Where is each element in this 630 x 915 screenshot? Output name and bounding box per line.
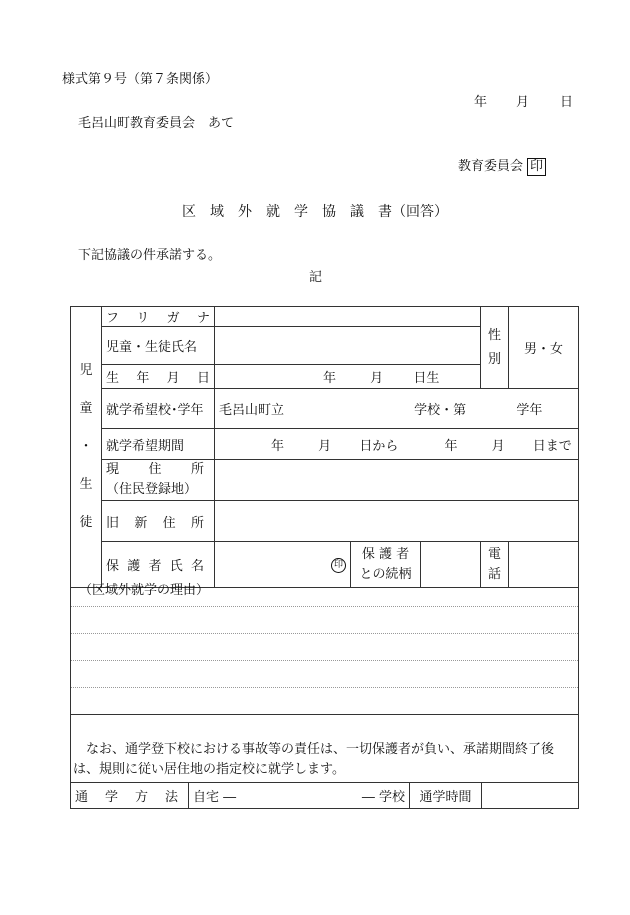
school-prefix: 毛呂山町立 xyxy=(219,403,285,418)
period-label: 就学希望期間 xyxy=(102,429,215,460)
period-to-month: 月 xyxy=(491,438,505,454)
relation-field[interactable] xyxy=(421,542,481,588)
date-month: 月 xyxy=(516,95,530,110)
label-char: 年 xyxy=(136,371,150,386)
date-year: 年 xyxy=(474,95,488,110)
label-char: 住 xyxy=(162,515,176,531)
guardian-label xyxy=(102,542,215,588)
label-char: 法 xyxy=(164,790,178,805)
reason-line xyxy=(71,687,578,714)
label-char: 生 xyxy=(106,371,120,386)
relation-label-2: との続柄 xyxy=(359,566,412,582)
label-char: 名 xyxy=(190,559,204,574)
student-side-label xyxy=(71,307,102,588)
old-address-label xyxy=(102,501,215,542)
address-label xyxy=(102,460,215,501)
document-title: 区 域 外 就 学 協 議 書（回答） xyxy=(182,204,448,220)
label-char: ナ xyxy=(196,311,210,326)
reason-line xyxy=(71,606,578,633)
birth-day: 日生 xyxy=(413,371,440,386)
date-day: 日 xyxy=(560,95,574,110)
school-field[interactable] xyxy=(215,389,579,429)
name-field[interactable] xyxy=(215,327,481,365)
label-char: 現 xyxy=(106,462,120,477)
label-char: 者 xyxy=(148,559,162,574)
birth-month: 月 xyxy=(370,371,384,386)
gender-label xyxy=(481,307,509,389)
address-field[interactable] xyxy=(215,460,579,501)
agreement-table xyxy=(70,306,579,588)
commute-time-label: 通学時間 xyxy=(410,783,482,809)
side-char: 童 xyxy=(79,401,93,416)
period-to-year: 年 xyxy=(444,438,458,454)
addressee: 毛呂山町教育委員会 あて xyxy=(78,116,235,131)
side-char: 徒 xyxy=(79,515,93,530)
period-from-month: 月 xyxy=(318,438,332,454)
label-char: 住 xyxy=(148,462,162,477)
side-char: ・ xyxy=(79,439,93,454)
school-suffix: 学年 xyxy=(516,403,543,418)
sender-line xyxy=(458,155,546,176)
birth-field[interactable] xyxy=(215,365,481,389)
commute-from: 自宅 ― xyxy=(193,790,237,805)
guardian-seal: 印 xyxy=(331,558,346,573)
guardian-name-field[interactable] xyxy=(215,542,351,588)
school-label: 就学希望校･学年 xyxy=(102,389,215,429)
reason-line xyxy=(71,633,578,660)
reason-line xyxy=(71,660,578,687)
label-char: フ xyxy=(106,311,120,326)
side-char: 生 xyxy=(79,477,93,492)
phone-field[interactable] xyxy=(509,542,579,588)
label-char: 別 xyxy=(487,351,501,367)
ki-mark: 記 xyxy=(309,270,323,285)
label-char: 所 xyxy=(190,462,204,477)
side-char: 児 xyxy=(79,363,93,378)
label-char: 学 xyxy=(104,790,118,805)
notice-text: なお、通学登下校における事故等の責任は、一切保護者が負い、承諾期間終了後は、規則に従い居住地の指定校に就学します。 xyxy=(71,715,579,783)
old-address-field[interactable] xyxy=(215,501,579,542)
birth-label xyxy=(102,365,215,389)
phone-label xyxy=(481,542,509,588)
commute-route-field[interactable] xyxy=(189,783,410,809)
period-from-year: 年 xyxy=(271,438,285,454)
label-char: 月 xyxy=(166,371,180,386)
label-char: 氏 xyxy=(169,559,183,574)
furigana-label xyxy=(102,307,215,327)
label-char: ガ xyxy=(166,311,180,326)
gender-value[interactable]: 男・女 xyxy=(509,307,579,389)
relation-label-1: 保 護 者 xyxy=(361,546,410,562)
label-char: リ xyxy=(136,311,150,326)
name-label: 児童・生徒氏名 xyxy=(102,327,215,365)
form-number: 様式第９号（第７条関係） xyxy=(62,72,219,87)
relation-label xyxy=(351,542,421,588)
period-from-day: 日から xyxy=(359,438,399,454)
label-char: 話 xyxy=(487,566,501,582)
reason-block[interactable] xyxy=(71,582,579,715)
reason-label: （区域外就学の理由） xyxy=(79,583,210,598)
birth-year: 年 xyxy=(323,371,337,386)
address-sub: （住民登録地） xyxy=(106,482,198,497)
period-to-day: 日まで xyxy=(532,438,572,454)
seal-box: 印 xyxy=(527,158,546,176)
label-char: 護 xyxy=(127,559,141,574)
label-char: 性 xyxy=(487,327,501,343)
label-char: 旧 xyxy=(106,515,120,531)
furigana-field[interactable] xyxy=(215,307,481,327)
label-char: 通 xyxy=(75,790,89,805)
period-field[interactable] xyxy=(215,429,579,460)
label-char: 新 xyxy=(134,515,148,531)
reason-table xyxy=(70,582,579,809)
commute-to: ― 学校 xyxy=(361,790,405,805)
label-char: 電 xyxy=(487,546,501,562)
label-char: 方 xyxy=(134,790,148,805)
label-char: 保 xyxy=(106,559,120,574)
body-text: 下記協議の件承諾する。 xyxy=(78,248,222,263)
school-mid: 学校・第 xyxy=(414,403,467,418)
label-char: 所 xyxy=(190,515,204,531)
label-char: 日 xyxy=(196,371,210,386)
sender: 教育委員会 xyxy=(458,159,524,174)
commute-time-field[interactable] xyxy=(482,783,579,809)
commute-label xyxy=(71,783,189,809)
